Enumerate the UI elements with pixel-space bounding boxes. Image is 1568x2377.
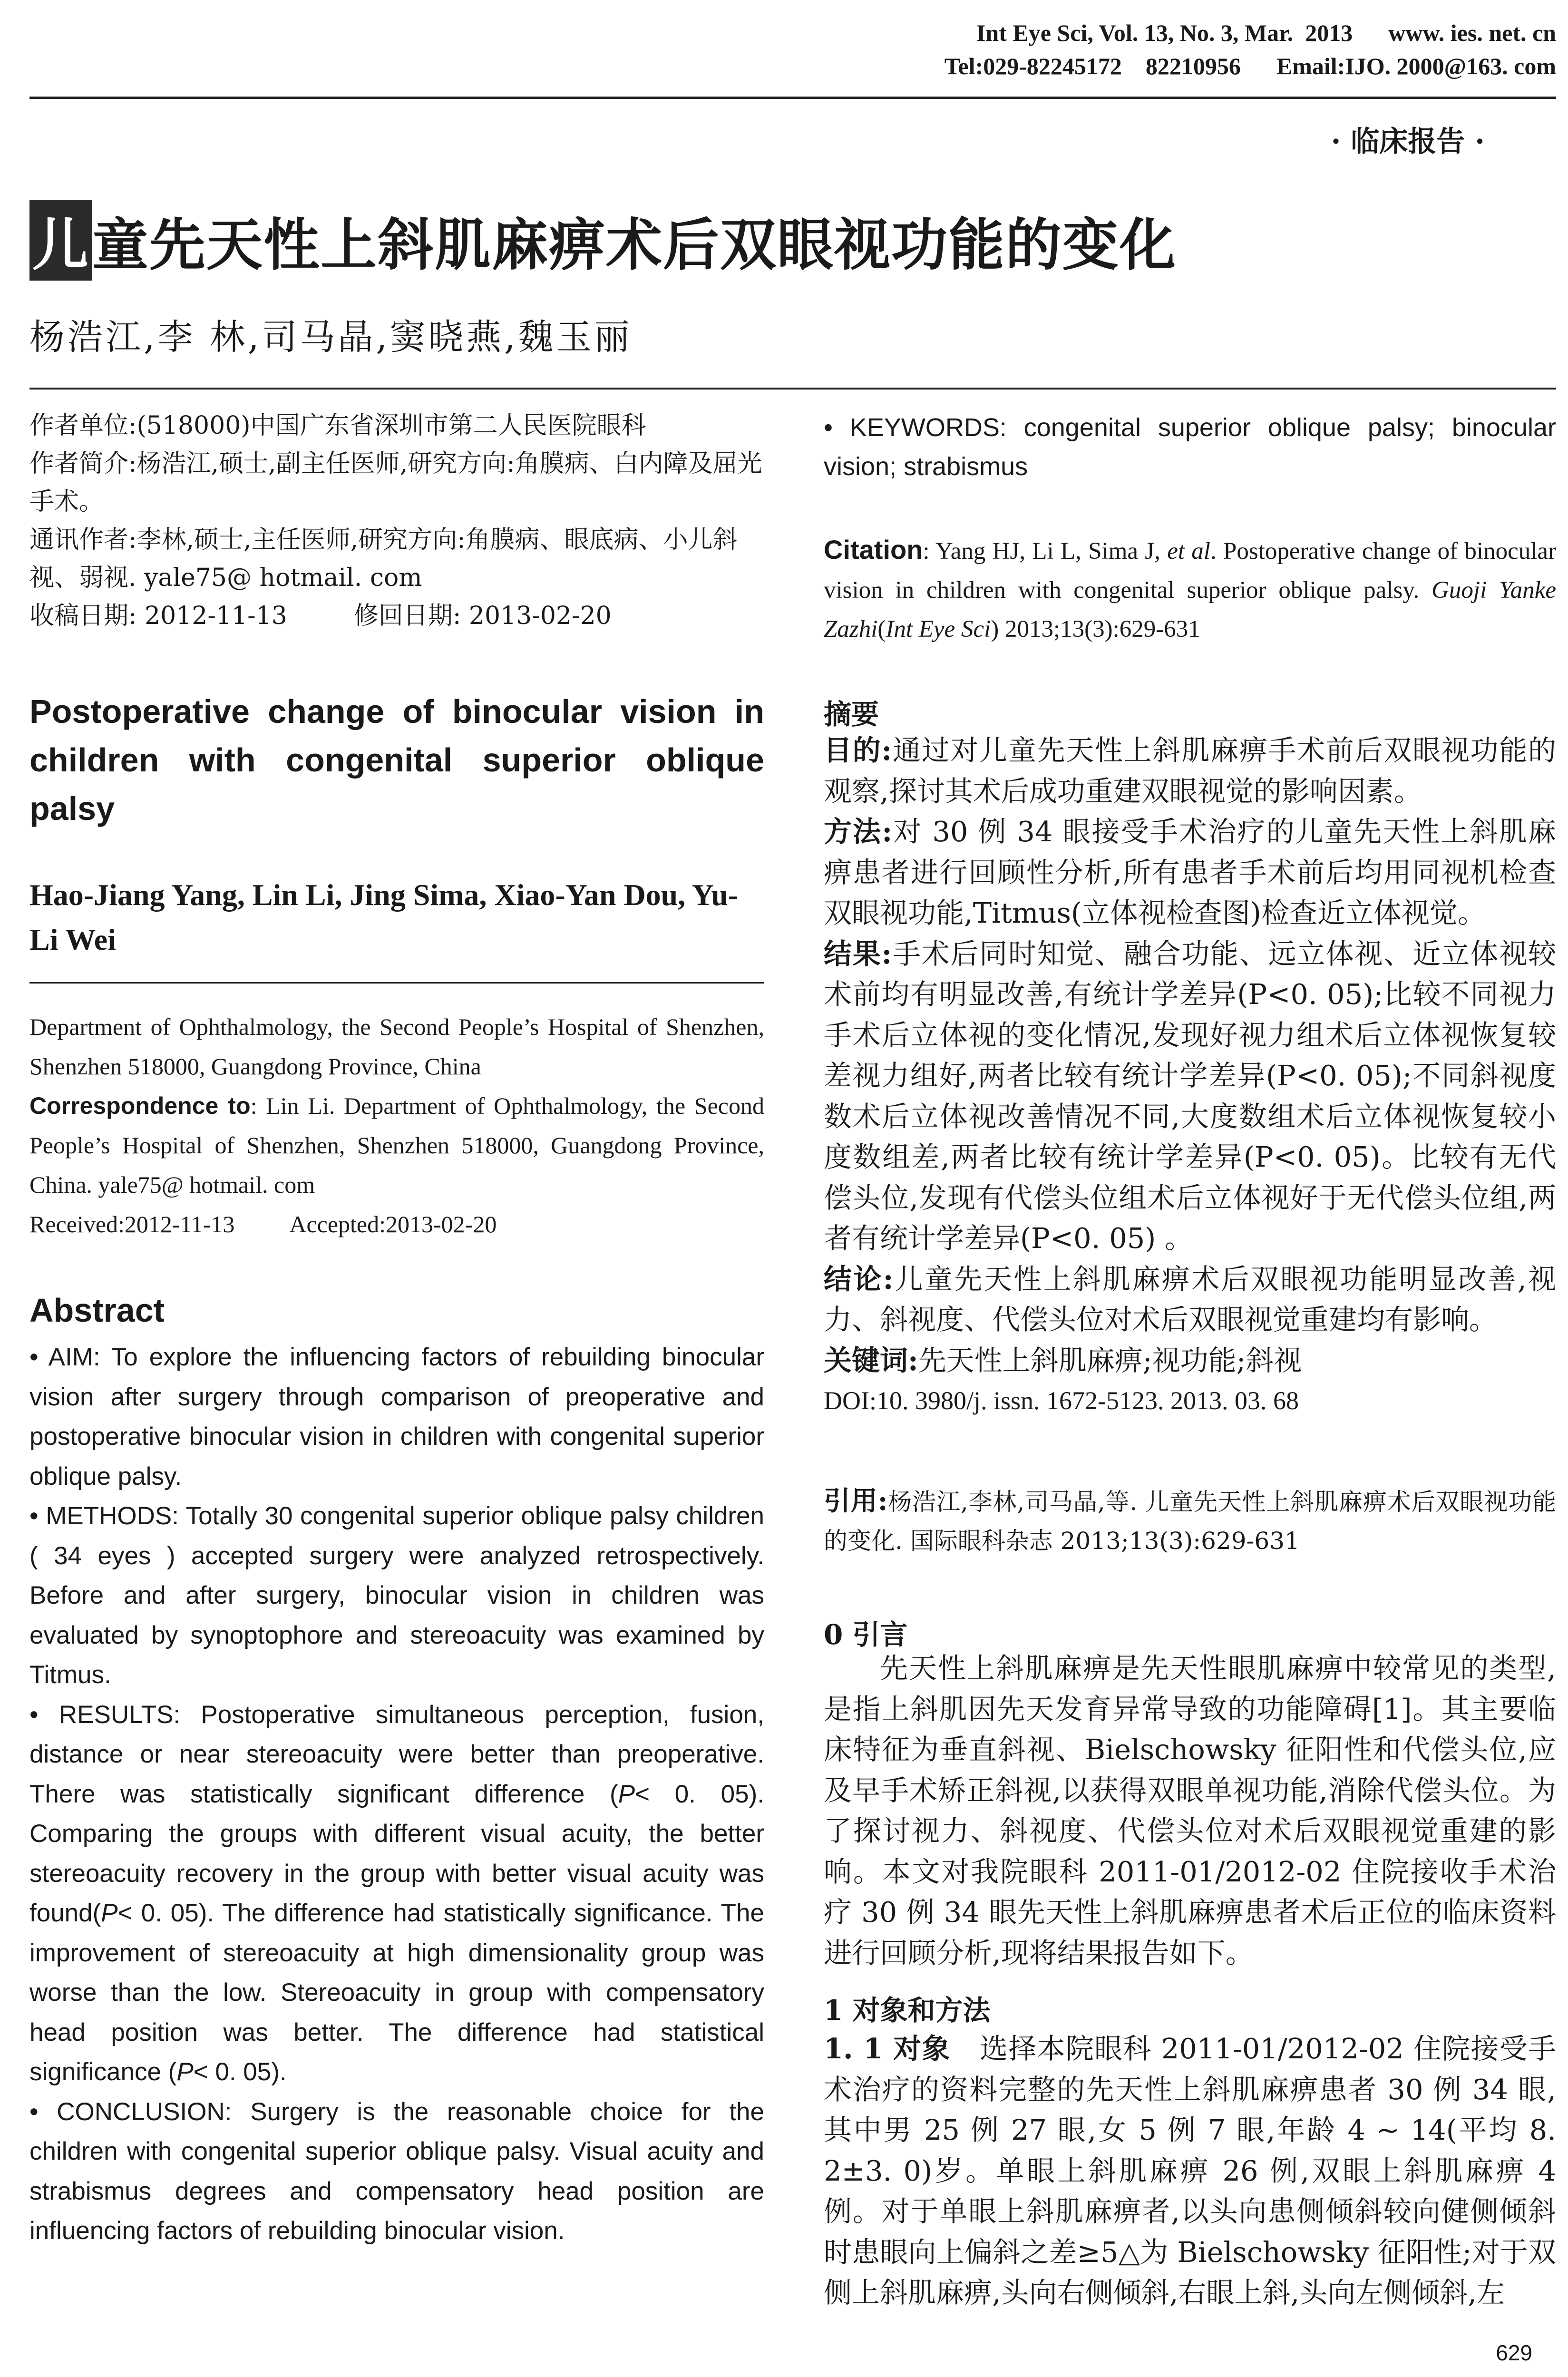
title-rest: 童先天性上斜肌麻痹术后双眼视功能的变化 bbox=[92, 212, 1177, 278]
section-tag: · 临床报告 · bbox=[1331, 125, 1485, 158]
author-unit: 作者单位:(518000)中国广东省深圳市第二人民医院眼科 bbox=[29, 411, 646, 440]
cite-cn-text: 杨浩江,李林,司马晶,等. 儿童先天性上斜肌麻痹术后双眼视功能的变化. 国际眼科杂志 2013;13(3):629-631 bbox=[824, 1488, 1557, 1555]
abstract-cn-method bbox=[824, 811, 1556, 934]
subjects-text bbox=[824, 2028, 1556, 2313]
corresponding-author: 通讯作者:李林,硕士,主任医师,研究方向:角膜病、眼底病、小儿斜视、弱视. yale75@ hotmail. com bbox=[29, 526, 738, 592]
citation-journal: Guoji Yanke Zazhi bbox=[824, 577, 1556, 643]
intro-heading: 0 引言 bbox=[824, 1618, 908, 1651]
abstract-cn bbox=[824, 730, 1556, 1422]
method-label: 方法: bbox=[824, 815, 893, 848]
affiliation-block bbox=[29, 1007, 764, 1244]
abstract-cn-result bbox=[824, 934, 1556, 1259]
conclusion-label: 结论: bbox=[824, 1262, 894, 1296]
contact-line: Tel:029-82245172 82210956 Email:IJO. 2000@163. com bbox=[944, 53, 1556, 79]
keywords-text: 先天性上斜肌麻痹;视功能;斜视 bbox=[918, 1344, 1302, 1377]
abstract-cn-purpose bbox=[824, 730, 1556, 811]
title-rule bbox=[29, 388, 1556, 390]
citation-text-2: . Postoperative change of binocular vision in children with congenital superior oblique palsy. bbox=[824, 538, 1556, 604]
abstract-cn-conclusion bbox=[824, 1259, 1556, 1340]
methods-heading: 1 对象和方法 bbox=[824, 1994, 991, 2026]
page-title bbox=[29, 200, 1177, 281]
journal-line: Int Eye Sci, Vol. 13, No. 3, Mar. 2013 www. ies. net. cn bbox=[976, 19, 1556, 46]
result-label: 结果: bbox=[824, 937, 892, 970]
accepted-en: Accepted:2013-02-20 bbox=[289, 1211, 497, 1237]
dates-en bbox=[29, 1205, 764, 1244]
citation-paren: ( bbox=[877, 616, 886, 643]
abstract-aim: • AIM: To explore the influencing factors of rebuilding binocular vision after surgery through comparison of preoperative and postoperative binocular vision in children with congenital superior oblique palsy. bbox=[29, 1343, 764, 1490]
abstract-conclusion: • CONCLUSION: Surgery is the reasonable choice for the children with congenital superior oblique palsy. Visual acuity and strabismus degrees and compensatory head position are influencing factors of rebuilding binocular vision. bbox=[29, 2097, 764, 2245]
author-bio: 作者简介:杨浩江,硕士,副主任医师,研究方向:角膜病、白内障及屈光手术。 bbox=[29, 449, 762, 516]
citation-text-3: ) 2013;13(3):629-631 bbox=[991, 616, 1200, 643]
correspondence bbox=[29, 1086, 764, 1205]
results-p-2: P bbox=[101, 1899, 118, 1927]
keywords-label: 关键词: bbox=[824, 1344, 918, 1377]
results-text-3: < 0. 05). The difference had statistically significance. The improvement of stereoacuity at high dimensionality group was worse than the low. Stereoacuity in group with compensatory head position was better. The difference had statistical significance ( bbox=[29, 1899, 764, 2086]
english-authors: Hao-Jiang Yang, Lin Li, Jing Sima, Xiao-Yan Dou, Yu-Li Wei bbox=[29, 878, 739, 956]
abstract-results bbox=[29, 1695, 764, 2092]
authors-cn: 杨浩江,李 林,司马晶,窦晓燕,魏玉丽 bbox=[29, 317, 633, 358]
results-text-2: < 0. 05). Comparing the groups with different visual acuity, the better stereoacuity recovery in the group with better visual acuity was found( bbox=[29, 1780, 764, 1927]
page-number: 629 bbox=[1496, 2340, 1532, 2365]
citation-etal: et al bbox=[1167, 538, 1210, 565]
cite-cn-label: 引用: bbox=[824, 1485, 888, 1517]
doi: DOI:10. 3980/j. issn. 1672-5123. 2013. 03. 68 bbox=[824, 1386, 1299, 1415]
purpose-label: 目的: bbox=[824, 734, 892, 767]
received-cn: 收稿日期: 2012-11-13 bbox=[29, 602, 287, 630]
subjects-label: 1. 1 对象 bbox=[824, 2032, 951, 2065]
english-title: Postoperative change of binocular vision in children with congenital superior oblique palsy bbox=[29, 693, 764, 827]
results-p-3: P bbox=[176, 2058, 194, 2086]
dates-cn bbox=[29, 597, 764, 635]
department: Department of Ophthalmology, the Second People’s Hospital of Shenzhen, Shenzhen 518000, Guangdong Province, China bbox=[29, 1013, 764, 1080]
abstract-heading: Abstract bbox=[29, 1292, 165, 1329]
author-info bbox=[29, 407, 764, 635]
conclusion-text: 儿童先天性上斜肌麻痹术后双眼视功能明显改善,视力、斜视度、代偿头位对术后双眼视觉重建均有影响。 bbox=[824, 1262, 1557, 1336]
results-text-1: • RESULTS: Postoperative simultaneous perception, fusion, distance or near stereoacuity were better than preoperative. There was statistically significant difference ( bbox=[29, 1700, 764, 1808]
abstract-methods: • METHODS: Totally 30 congenital superior oblique palsy children ( 34 eyes ) accepted surgery were analyzed retrospectively. Before and after surgery, binocular vision in children was evaluated by synoptophore and stereoacuity was examined by Titmus. bbox=[29, 1502, 764, 1689]
intro-text: 先天性上斜肌麻痹是先天性眼肌麻痹中较常见的类型,是指上斜肌因先天发育异常导致的功能障碍[1]。其主要临床特征为垂直斜视、Bielschowsky 征阳性和代偿头位,应及早手术矫正斜视,以获得双眼单视功能,消除代偿头位。为了探讨视力、斜视度、代偿头位对术后双眼视觉重建的影响。本文对我院眼科 2011-01/2012-02 住院接收手术治疗 30 例 34 眼先天性上斜肌麻痹患者术后正位的临床资料进行回顾分析,现将结果报告如下。 bbox=[824, 1652, 1556, 1969]
citation-text-1: : Yang HJ, Li L, Sima J, bbox=[923, 538, 1160, 565]
purpose-text: 通过对儿童先天性上斜肌麻痹手术前后双眼视功能的观察,探讨其术后成功重建双眼视觉的影响因素。 bbox=[824, 734, 1556, 808]
abstract-cn-heading: 摘要 bbox=[824, 698, 879, 731]
results-text-4: < 0. 05). bbox=[193, 2058, 287, 2086]
header-rule bbox=[29, 97, 1556, 99]
citation-cn bbox=[824, 1481, 1556, 1560]
abstract-cn-keywords bbox=[824, 1340, 1556, 1381]
citation-en bbox=[824, 530, 1556, 649]
citation-label: Citation bbox=[824, 535, 923, 565]
result-text: 手术后同时知觉、融合功能、远立体视、近立体视较术前均有明显改善,有统计学差异(P<0. 05);比较不同视力手术后立体视的变化情况,发现好视力组术后立体视恢复较差视力组好,两者比较有统计学差异(P<0. 05);不同斜视度数术后立体视改善情况不同,大度数组术后立体视恢复较小度数组差,两者比较有统计学差异(P<0. 05)。比较有无代偿头位,发现有代偿头位组术后立体视好于无代偿头位组,两者有统计学差异(P<0. 05) 。 bbox=[824, 937, 1556, 1255]
subjects-body: 选择本院眼科 2011-01/2012-02 住院接受手术治疗的资料完整的先天性上斜肌麻痹患者 30 例 34 眼,其中男 25 例 27 眼,女 5 例 7 眼,年龄 4 ~ 14(平均 8. 2±3. 0)岁。单眼上斜肌麻痹 26 例,双眼上斜肌麻痹 4 例。对于单眼上斜肌麻痹者,以头向患侧倾斜较向健侧倾斜时患眼向上偏斜之差≥5△为 Bielschowsky 征阳性;对于双侧上斜肌麻痹,头向右侧倾斜,右眼上斜,头向左侧倾斜,左 bbox=[824, 2032, 1556, 2309]
correspondence-text: : Lin Li. Department of Ophthalmology, the Second People’s Hospital of Shenzhen, Shenzhen 518000, Guangdong Province, China. yale75@ hotmail. com bbox=[29, 1092, 764, 1198]
title-first-char: 儿 bbox=[29, 200, 92, 281]
author-rule bbox=[29, 982, 764, 984]
received-en: Received:2012-11-13 bbox=[29, 1211, 235, 1237]
keywords-en: • KEYWORDS: congenital superior oblique palsy; binocular vision; strabismus bbox=[824, 413, 1556, 481]
citation-journal-en: Int Eye Sci bbox=[886, 616, 991, 643]
abstract-body bbox=[29, 1337, 764, 2251]
results-p-1: P bbox=[618, 1780, 635, 1808]
revised-cn: 修回日期: 2013-02-20 bbox=[353, 602, 612, 630]
method-text: 对 30 例 34 眼接受手术治疗的儿童先天性上斜肌麻痹患者进行回顾性分析,所有患者手术前后均用同视机检查双眼视功能,Titmus(立体视检查图)检查近立体视觉。 bbox=[824, 815, 1557, 929]
correspondence-label: Correspondence to bbox=[29, 1092, 251, 1119]
